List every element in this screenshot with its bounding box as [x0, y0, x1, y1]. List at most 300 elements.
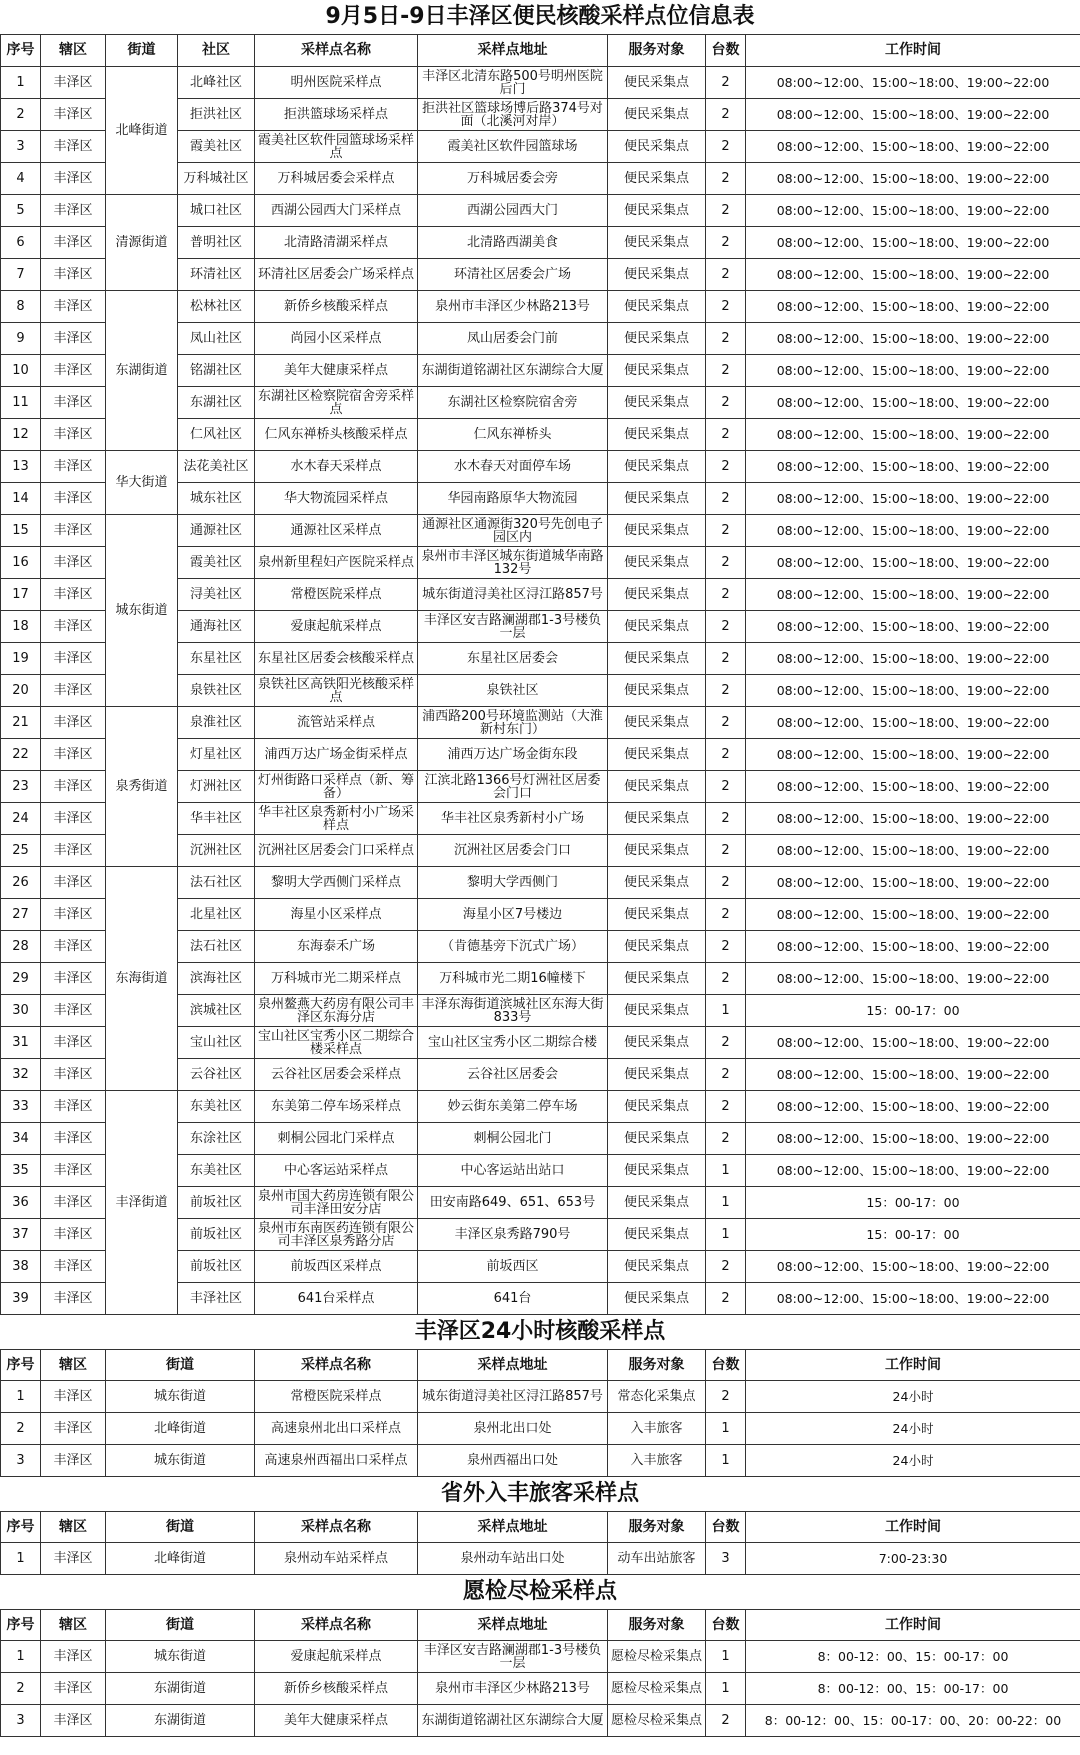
table-cell: 北清路西湖美食	[418, 227, 608, 259]
table-cell: 前坂社区	[178, 1219, 255, 1251]
street-cell: 东海街道	[106, 867, 178, 1091]
table-cell: 便民采集点	[608, 163, 706, 195]
table-cell: 中心客运站出站口	[418, 1155, 608, 1187]
table-cell: 环清社区居委会广场	[418, 259, 608, 291]
table-cell: 城东街道浔美社区浔江路857号	[418, 579, 608, 611]
section-header-row	[1, 1610, 1080, 1641]
table-cell: 水木春天对面停车场	[418, 451, 608, 483]
table-cell: 08:00~12:00、15:00~18:00、19:00~22:00	[746, 1123, 1080, 1155]
table-cell: 法石社区	[178, 931, 255, 963]
table-cell: 34	[1, 1123, 41, 1155]
table-cell: 万科城居委会采样点	[255, 163, 418, 195]
table-cell: 丰泽区	[41, 1187, 106, 1219]
table-cell: 22	[1, 739, 41, 771]
table-cell: 仁风东禅桥头核酸采样点	[255, 419, 418, 451]
table-cell: 丰泽区	[41, 1219, 106, 1251]
street-cell: 城东街道	[106, 515, 178, 707]
header-cell: 采样点名称	[255, 1610, 418, 1641]
table-cell: 便民采集点	[608, 1155, 706, 1187]
table-cell: 2	[706, 291, 746, 323]
table-cell: 泉州市东南医药连锁有限公司丰泽区泉秀路分店	[255, 1219, 418, 1251]
table-cell: 便民采集点	[608, 1059, 706, 1091]
table-cell: 丰泽区	[41, 739, 106, 771]
table-cell: 华丰社区泉秀新村小广场	[418, 803, 608, 835]
table-cell: 便民采集点	[608, 1251, 706, 1283]
table-row	[1, 1381, 1080, 1413]
header-cell: 工作时间	[746, 35, 1080, 67]
table-cell: 东湖社区检察院宿舍旁	[418, 387, 608, 419]
table-cell: 08:00~12:00、15:00~18:00、19:00~22:00	[746, 131, 1080, 163]
table-cell: 2	[1, 1673, 41, 1705]
header-cell: 序号	[1, 1350, 41, 1381]
table-cell: 东星社区	[178, 643, 255, 675]
table-cell: 田安南路649、651、653号	[418, 1187, 608, 1219]
table-cell: 2	[706, 1251, 746, 1283]
table-cell: 1	[706, 1445, 746, 1477]
table-cell: 丰泽区	[41, 803, 106, 835]
table-cell: 通海社区	[178, 611, 255, 643]
table-cell: 2	[706, 1705, 746, 1737]
table-cell: 便民采集点	[608, 931, 706, 963]
table-cell: 便民采集点	[608, 259, 706, 291]
header-cell: 台数	[706, 1350, 746, 1381]
table-cell: 泉铁社区	[178, 675, 255, 707]
table-cell: 便民采集点	[608, 771, 706, 803]
table-row	[1, 1673, 1080, 1705]
table-cell: 丰泽区	[41, 1641, 106, 1673]
table-cell: 霞美社区软件园篮球场	[418, 131, 608, 163]
table-cell: 便民采集点	[608, 1027, 706, 1059]
table-cell: 7:00-23:30	[746, 1543, 1080, 1575]
table-cell: 08:00~12:00、15:00~18:00、19:00~22:00	[746, 99, 1080, 131]
table-cell: 便民采集点	[608, 1123, 706, 1155]
table-row	[1, 1543, 1080, 1575]
table-cell: 08:00~12:00、15:00~18:00、19:00~22:00	[746, 387, 1080, 419]
table-cell: 08:00~12:00、15:00~18:00、19:00~22:00	[746, 579, 1080, 611]
table-cell: 36	[1, 1187, 41, 1219]
table-cell: 13	[1, 451, 41, 483]
table-cell: 丰泽区	[41, 99, 106, 131]
table-cell: 便民采集点	[608, 355, 706, 387]
table-cell: 丰泽区	[41, 131, 106, 163]
table-cell: 宝山社区宝秀小区二期综合楼	[418, 1027, 608, 1059]
table-cell: 2	[706, 739, 746, 771]
table-cell: 刺桐公园北门	[418, 1123, 608, 1155]
header-cell: 辖区	[41, 1350, 106, 1381]
table-cell: 城东街道	[106, 1445, 255, 1477]
table-cell: 2	[706, 579, 746, 611]
table-cell: 东湖社区	[178, 387, 255, 419]
table-cell: 西湖公园西大门采样点	[255, 195, 418, 227]
table-cell: 08:00~12:00、15:00~18:00、19:00~22:00	[746, 835, 1080, 867]
table-cell: 霞美社区	[178, 547, 255, 579]
section-table	[0, 1349, 1080, 1477]
table-cell: 黎明大学西侧门采样点	[255, 867, 418, 899]
table-cell: 2	[706, 1091, 746, 1123]
table-cell: 爱康起航采样点	[255, 611, 418, 643]
table-cell: 便民采集点	[608, 611, 706, 643]
table-cell: 丰泽区	[41, 963, 106, 995]
table-cell: 2	[706, 611, 746, 643]
table-cell: 2	[706, 387, 746, 419]
table-cell: 1	[706, 1219, 746, 1251]
street-cell: 泉秀街道	[106, 707, 178, 867]
table-cell: 1	[1, 1381, 41, 1413]
table-cell: 08:00~12:00、15:00~18:00、19:00~22:00	[746, 611, 1080, 643]
table-cell: 华大物流园采样点	[255, 483, 418, 515]
table-cell: 法石社区	[178, 867, 255, 899]
table-cell: 1	[706, 1155, 746, 1187]
table-cell: 宝山社区宝秀小区二期综合楼采样点	[255, 1027, 418, 1059]
table-cell: 丰泽区	[41, 771, 106, 803]
table-cell: 33	[1, 1091, 41, 1123]
table-cell: 便民采集点	[608, 739, 706, 771]
section-title: 省外入丰旅客采样点	[440, 1481, 639, 1506]
table-cell: 东湖街道	[106, 1673, 255, 1705]
table-cell: 08:00~12:00、15:00~18:00、19:00~22:00	[746, 195, 1080, 227]
table-cell: 15：00-17：00	[746, 995, 1080, 1027]
table-cell: 海星小区采样点	[255, 899, 418, 931]
table-cell: 西湖公园西大门	[418, 195, 608, 227]
table-cell: 35	[1, 1155, 41, 1187]
table-cell: 丰泽区	[41, 611, 106, 643]
table-cell: 2	[706, 1059, 746, 1091]
table-cell: 便民采集点	[608, 643, 706, 675]
table-cell: 丰泽区	[41, 355, 106, 387]
table-cell: 丰泽东海街道滨城社区东海大街833号	[418, 995, 608, 1027]
table-cell: 丰泽区	[41, 291, 106, 323]
table-cell: 动车出站旅客	[608, 1543, 706, 1575]
header-cell: 街道	[106, 1350, 255, 1381]
table-cell: 便民采集点	[608, 835, 706, 867]
table-cell: 便民采集点	[608, 1187, 706, 1219]
header-cell: 序号	[1, 1610, 41, 1641]
table-cell: 便民采集点	[608, 547, 706, 579]
section-table	[0, 1511, 1080, 1575]
table-cell: （肯德基旁下沉式广场）	[418, 931, 608, 963]
table-cell: 丰泽区	[41, 259, 106, 291]
header-cell: 采样点地址	[418, 1512, 608, 1543]
table-cell: 2	[706, 131, 746, 163]
table-cell: 常态化采集点	[608, 1381, 706, 1413]
table-row	[1, 451, 1080, 483]
table-cell: 宝山社区	[178, 1027, 255, 1059]
table-cell: 滨城社区	[178, 995, 255, 1027]
table-row	[1, 1445, 1080, 1477]
table-cell: 38	[1, 1251, 41, 1283]
table-cell: 前坂西区	[418, 1251, 608, 1283]
table-cell: 2	[706, 259, 746, 291]
table-row	[1, 195, 1080, 227]
table-cell: 2	[706, 835, 746, 867]
header-cell: 采样点名称	[255, 1350, 418, 1381]
table-cell: 愿检尽检采集点	[608, 1705, 706, 1737]
header-cell: 采样点名称	[255, 1512, 418, 1543]
table-cell: 入丰旅客	[608, 1445, 706, 1477]
table-cell: 华丰社区泉秀新村小广场采样点	[255, 803, 418, 835]
table-cell: 30	[1, 995, 41, 1027]
table-cell: 泉州动车站采样点	[255, 1543, 418, 1575]
table-cell: 08:00~12:00、15:00~18:00、19:00~22:00	[746, 1155, 1080, 1187]
table-cell: 2	[706, 323, 746, 355]
table-cell: 08:00~12:00、15:00~18:00、19:00~22:00	[746, 867, 1080, 899]
table-cell: 泉州市丰泽区城东街道城华南路132号	[418, 547, 608, 579]
table-cell: 2	[706, 163, 746, 195]
table-cell: 15	[1, 515, 41, 547]
table-cell: 17	[1, 579, 41, 611]
table-cell: 美年大健康采样点	[255, 1705, 418, 1737]
table-row	[1, 515, 1080, 547]
table-cell: 泉淮社区	[178, 707, 255, 739]
header-cell: 社区	[178, 35, 255, 67]
table-cell: 万科城市光二期采样点	[255, 963, 418, 995]
table-cell: 江滨北路1366号灯洲社区居委会门口	[418, 771, 608, 803]
table-cell: 1	[1, 1543, 41, 1575]
table-cell: 丰泽社区	[178, 1283, 255, 1315]
table-cell: 城口社区	[178, 195, 255, 227]
table-cell: 拒洪社区篮球场博后路374号对面（北溪河对岸）	[418, 99, 608, 131]
table-cell: 泉州北出口处	[418, 1413, 608, 1445]
table-cell: 14	[1, 483, 41, 515]
section-title: 愿检尽检采样点	[462, 1579, 617, 1604]
table-cell: 丰泽区	[41, 643, 106, 675]
table-cell: 08:00~12:00、15:00~18:00、19:00~22:00	[746, 323, 1080, 355]
table-cell: 霞美社区	[178, 131, 255, 163]
table-cell: 便民采集点	[608, 579, 706, 611]
table-cell: 16	[1, 547, 41, 579]
table-cell: 08:00~12:00、15:00~18:00、19:00~22:00	[746, 771, 1080, 803]
table-cell: 环清社区	[178, 259, 255, 291]
table-cell: 641台	[418, 1283, 608, 1315]
header-cell: 街道	[106, 35, 178, 67]
table-cell: 23	[1, 771, 41, 803]
header-cell: 台数	[706, 35, 746, 67]
table-cell: 仁风社区	[178, 419, 255, 451]
table-cell: 华园南路原华大物流园	[418, 483, 608, 515]
table-cell: 松林社区	[178, 291, 255, 323]
table-cell: 前坂西区采样点	[255, 1251, 418, 1283]
table-cell: 拒洪篮球场采样点	[255, 99, 418, 131]
table-cell: 08:00~12:00、15:00~18:00、19:00~22:00	[746, 1283, 1080, 1315]
table-row	[1, 1091, 1080, 1123]
table-cell: 愿检尽检采集点	[608, 1641, 706, 1673]
street-cell: 东湖街道	[106, 291, 178, 451]
table-cell: 08:00~12:00、15:00~18:00、19:00~22:00	[746, 803, 1080, 835]
table-cell: 丰泽区	[41, 675, 106, 707]
table-cell: 浦西万达广场金街采样点	[255, 739, 418, 771]
table-cell: 08:00~12:00、15:00~18:00、19:00~22:00	[746, 67, 1080, 99]
section-title: 丰泽区24小时核酸采样点	[414, 1319, 666, 1344]
table-cell: 24	[1, 803, 41, 835]
table-cell: 08:00~12:00、15:00~18:00、19:00~22:00	[746, 931, 1080, 963]
table-cell: 铭湖社区	[178, 355, 255, 387]
table-cell: 黎明大学西侧门	[418, 867, 608, 899]
table-cell: 32	[1, 1059, 41, 1091]
table-cell: 泉州市丰泽区少林路213号	[418, 291, 608, 323]
table-cell: 便民采集点	[608, 195, 706, 227]
table-cell: 08:00~12:00、15:00~18:00、19:00~22:00	[746, 515, 1080, 547]
table-cell: 10	[1, 355, 41, 387]
table-cell: 丰泽区	[41, 163, 106, 195]
table-cell: 丰泽区安吉路澜湖郡1-3号楼负一层	[418, 611, 608, 643]
table-cell: 便民采集点	[608, 1091, 706, 1123]
table-cell: 丰泽区泉秀路790号	[418, 1219, 608, 1251]
main-table-body	[1, 67, 1080, 1315]
table-cell: 城东街道	[106, 1381, 255, 1413]
table-cell: 丰泽区	[41, 1673, 106, 1705]
table-cell: 39	[1, 1283, 41, 1315]
table-cell: 流管站采样点	[255, 707, 418, 739]
table-cell: 08:00~12:00、15:00~18:00、19:00~22:00	[746, 259, 1080, 291]
table-cell: 08:00~12:00、15:00~18:00、19:00~22:00	[746, 1091, 1080, 1123]
table-cell: 1	[1, 1641, 41, 1673]
table-cell: 便民采集点	[608, 131, 706, 163]
table-cell: 便民采集点	[608, 707, 706, 739]
table-cell: 丰泽区	[41, 547, 106, 579]
table-cell: 2	[706, 1027, 746, 1059]
table-cell: 丰泽区	[41, 1283, 106, 1315]
table-cell: 08:00~12:00、15:00~18:00、19:00~22:00	[746, 483, 1080, 515]
table-cell: 2	[706, 675, 746, 707]
table-cell: 08:00~12:00、15:00~18:00、19:00~22:00	[746, 963, 1080, 995]
table-cell: 2	[706, 931, 746, 963]
table-cell: 普明社区	[178, 227, 255, 259]
table-cell: 1	[706, 1187, 746, 1219]
table-cell: 泉州鳌燕大药房有限公司丰泽区东海分店	[255, 995, 418, 1027]
table-cell: 便民采集点	[608, 387, 706, 419]
table-cell: 丰泽区	[41, 1705, 106, 1737]
table-row	[1, 67, 1080, 99]
table-cell: 2	[706, 515, 746, 547]
table-cell: 灯州街路口采样点（新、筹备）	[255, 771, 418, 803]
table-cell: 28	[1, 931, 41, 963]
table-cell: 便民采集点	[608, 67, 706, 99]
table-cell: 2	[1, 99, 41, 131]
table-cell: 泉州市丰泽区少林路213号	[418, 1673, 608, 1705]
table-cell: 08:00~12:00、15:00~18:00、19:00~22:00	[746, 355, 1080, 387]
table-cell: 丰泽区	[41, 1091, 106, 1123]
table-cell: 便民采集点	[608, 899, 706, 931]
table-cell: 便民采集点	[608, 451, 706, 483]
table-row	[1, 707, 1080, 739]
header-cell: 街道	[106, 1512, 255, 1543]
section-header-row	[1, 1350, 1080, 1381]
table-cell: 15：00-17：00	[746, 1219, 1080, 1251]
table-cell: 丰泽区	[41, 451, 106, 483]
table-cell: 尚园小区采样点	[255, 323, 418, 355]
table-cell: 丰泽区	[41, 1123, 106, 1155]
table-cell: 丰泽区	[41, 1543, 106, 1575]
table-cell: 丰泽区	[41, 1381, 106, 1413]
table-cell: 城东街道	[106, 1641, 255, 1673]
table-cell: 2	[706, 643, 746, 675]
table-cell: 3	[1, 131, 41, 163]
table-cell: 城东社区	[178, 483, 255, 515]
table-cell: 丰泽区	[41, 995, 106, 1027]
header-cell: 街道	[106, 1610, 255, 1641]
table-cell: 08:00~12:00、15:00~18:00、19:00~22:00	[746, 419, 1080, 451]
table-cell: 丰泽区	[41, 835, 106, 867]
table-cell: 2	[706, 67, 746, 99]
table-row	[1, 867, 1080, 899]
table-cell: 东湖街道铭湖社区东湖综合大厦	[418, 355, 608, 387]
main-header-row	[1, 35, 1080, 67]
table-cell: 27	[1, 899, 41, 931]
table-cell: 08:00~12:00、15:00~18:00、19:00~22:00	[746, 291, 1080, 323]
table-cell: 浦西万达广场金街东段	[418, 739, 608, 771]
main-title: 9月5日-9日丰泽区便民核酸采样点位信息表	[325, 4, 755, 29]
table-cell: 北峰街道	[106, 1543, 255, 1575]
table-cell: 2	[706, 1381, 746, 1413]
table-cell: 万科城市光二期16幢楼下	[418, 963, 608, 995]
table-row	[1, 1705, 1080, 1737]
table-cell: 1	[706, 995, 746, 1027]
header-cell: 台数	[706, 1512, 746, 1543]
table-cell: 丰泽区	[41, 579, 106, 611]
table-cell: 万科城居委会旁	[418, 163, 608, 195]
table-cell: 泉州动车站出口处	[418, 1543, 608, 1575]
table-cell: 东湖街道铭湖社区东湖综合大厦	[418, 1705, 608, 1737]
table-cell: 4	[1, 163, 41, 195]
table-cell: 灯洲社区	[178, 771, 255, 803]
table-cell: 便民采集点	[608, 867, 706, 899]
table-cell: 北峰社区	[178, 67, 255, 99]
table-cell: 08:00~12:00、15:00~18:00、19:00~22:00	[746, 707, 1080, 739]
header-cell: 采样点地址	[418, 35, 608, 67]
table-cell: 城东街道浔美社区浔江路857号	[418, 1381, 608, 1413]
table-cell: 丰泽区	[41, 931, 106, 963]
table-cell: 丰泽区	[41, 323, 106, 355]
table-cell: 20	[1, 675, 41, 707]
table-cell: 凤山社区	[178, 323, 255, 355]
table-cell: 2	[706, 547, 746, 579]
table-cell: 沉洲社区	[178, 835, 255, 867]
table-cell: 新侨乡核酸采样点	[255, 291, 418, 323]
table-cell: 水木春天采样点	[255, 451, 418, 483]
table-cell: 沉洲社区居委会门口	[418, 835, 608, 867]
table-cell: 便民采集点	[608, 419, 706, 451]
table-cell: 37	[1, 1219, 41, 1251]
header-cell: 采样点地址	[418, 1350, 608, 1381]
table-cell: 2	[706, 1283, 746, 1315]
table-cell: 云谷社区居委会采样点	[255, 1059, 418, 1091]
table-cell: 8：00-12：00、15：00-17：00、20：00-22：00	[746, 1705, 1080, 1737]
table-cell: 8：00-12：00、15：00-17：00	[746, 1673, 1080, 1705]
table-cell: 前坂社区	[178, 1187, 255, 1219]
table-cell: 便民采集点	[608, 99, 706, 131]
table-cell: 丰泽区	[41, 227, 106, 259]
table-cell: 便民采集点	[608, 1283, 706, 1315]
table-cell: 5	[1, 195, 41, 227]
table-cell: 2	[706, 483, 746, 515]
table-cell: 2	[706, 99, 746, 131]
table-cell: 丰泽区	[41, 707, 106, 739]
header-cell: 工作时间	[746, 1512, 1080, 1543]
table-cell: 641台采样点	[255, 1283, 418, 1315]
table-cell: 通源社区通源街320号先创电子园区内	[418, 515, 608, 547]
table-cell: 常橙医院采样点	[255, 1381, 418, 1413]
table-cell: 泉州市国大药房连锁有限公司丰泽田安分店	[255, 1187, 418, 1219]
table-cell: 东美社区	[178, 1155, 255, 1187]
table-cell: 丰泽区	[41, 1027, 106, 1059]
table-cell: 便民采集点	[608, 803, 706, 835]
table-cell: 1	[706, 1673, 746, 1705]
table-cell: 便民采集点	[608, 483, 706, 515]
table-cell: 2	[706, 899, 746, 931]
table-cell: 2	[706, 227, 746, 259]
street-cell: 北峰街道	[106, 67, 178, 195]
table-cell: 浔美社区	[178, 579, 255, 611]
